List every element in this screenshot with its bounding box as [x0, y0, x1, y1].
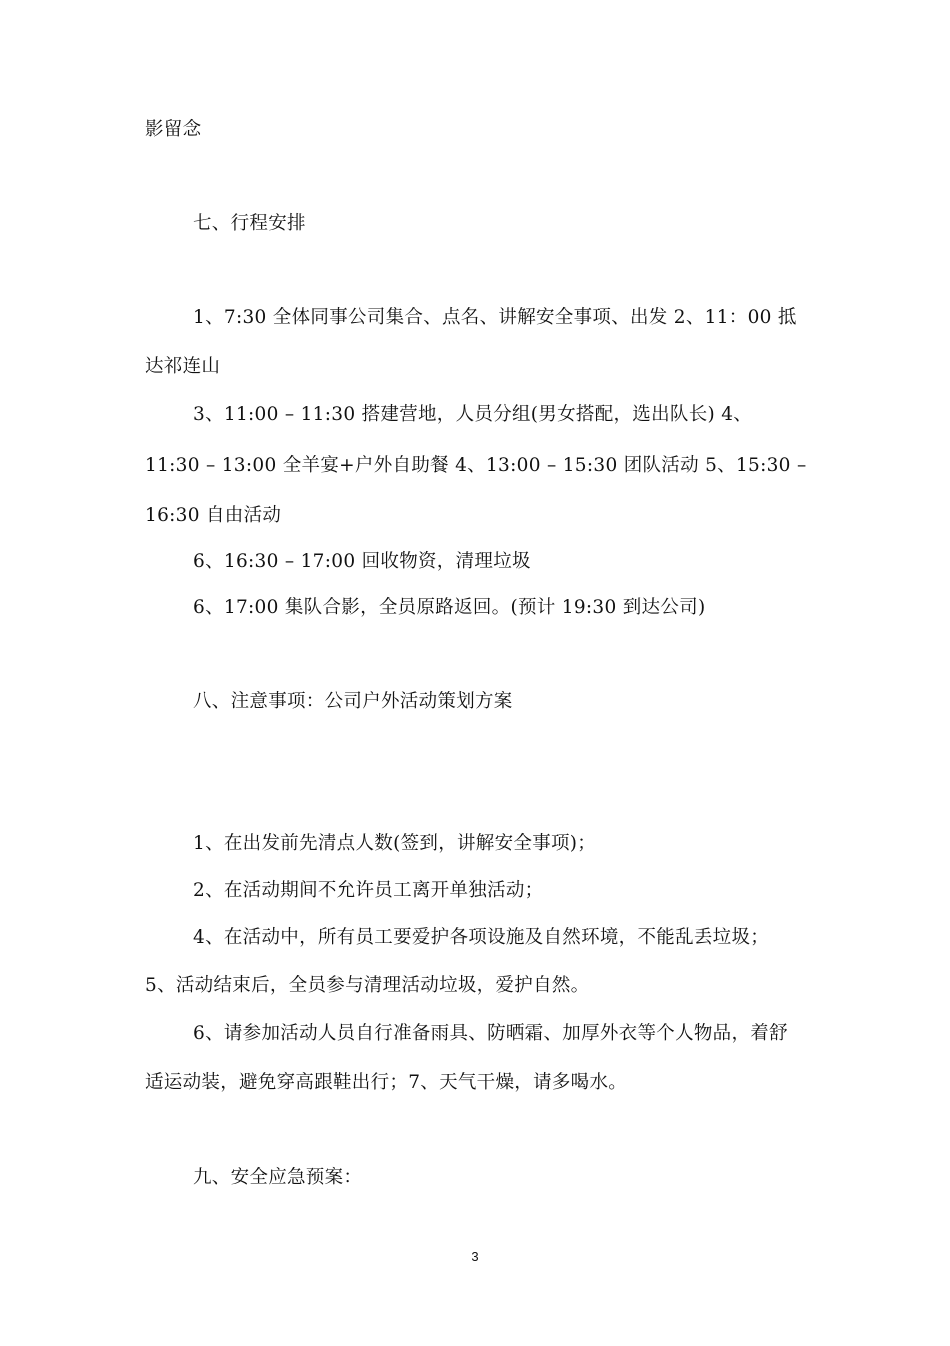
paragraph-line: 适运动装，避免穿高跟鞋出行；7、天气干燥，请多喝水。	[145, 1072, 628, 1093]
section-heading-notes: 八、注意事项：公司户外活动策划方案	[193, 691, 513, 712]
section-heading-emergency: 九、安全应急预案：	[193, 1167, 363, 1188]
page-number: 3	[471, 1249, 479, 1264]
paragraph-line: 6、17:00 集队合影，全员原路返回。(预计 19:30 到达公司)	[193, 597, 706, 618]
paragraph-line: 16:30 自由活动	[145, 505, 282, 526]
paragraph-line: 4、在活动中，所有员工要爱护各项设施及自然环境，不能乱丢垃圾；	[193, 927, 770, 948]
paragraph-line: 5、活动结束后，全员参与清理活动垃圾，爱护自然。	[145, 975, 590, 996]
section-heading-itinerary: 七、行程安排	[193, 213, 306, 234]
continuation-text: 影留念	[145, 119, 202, 140]
paragraph-line: 11:30 – 13:00 全羊宴+户外自助餐 4、13:00 – 15:30 团队活动 5、15:30 –	[145, 455, 807, 476]
paragraph-line: 6、请参加活动人员自行准备雨具、防晒霜、加厚外衣等个人物品，着舒	[193, 1023, 788, 1044]
paragraph-line: 1、7:30 全体同事公司集合、点名、讲解安全事项、出发 2、11：00 抵	[193, 307, 797, 328]
paragraph-line: 1、在出发前先清点人数(签到，讲解安全事项)；	[193, 833, 597, 854]
paragraph-line: 3、11:00 – 11:30 搭建营地，人员分组(男女搭配，选出队长) 4、	[193, 404, 753, 425]
paragraph-line: 达祁连山	[145, 356, 221, 377]
paragraph-line: 2、在活动期间不允许员工离开单独活动；	[193, 880, 544, 901]
paragraph-line: 6、16:30 – 17:00 回收物资，清理垃圾	[193, 551, 531, 572]
